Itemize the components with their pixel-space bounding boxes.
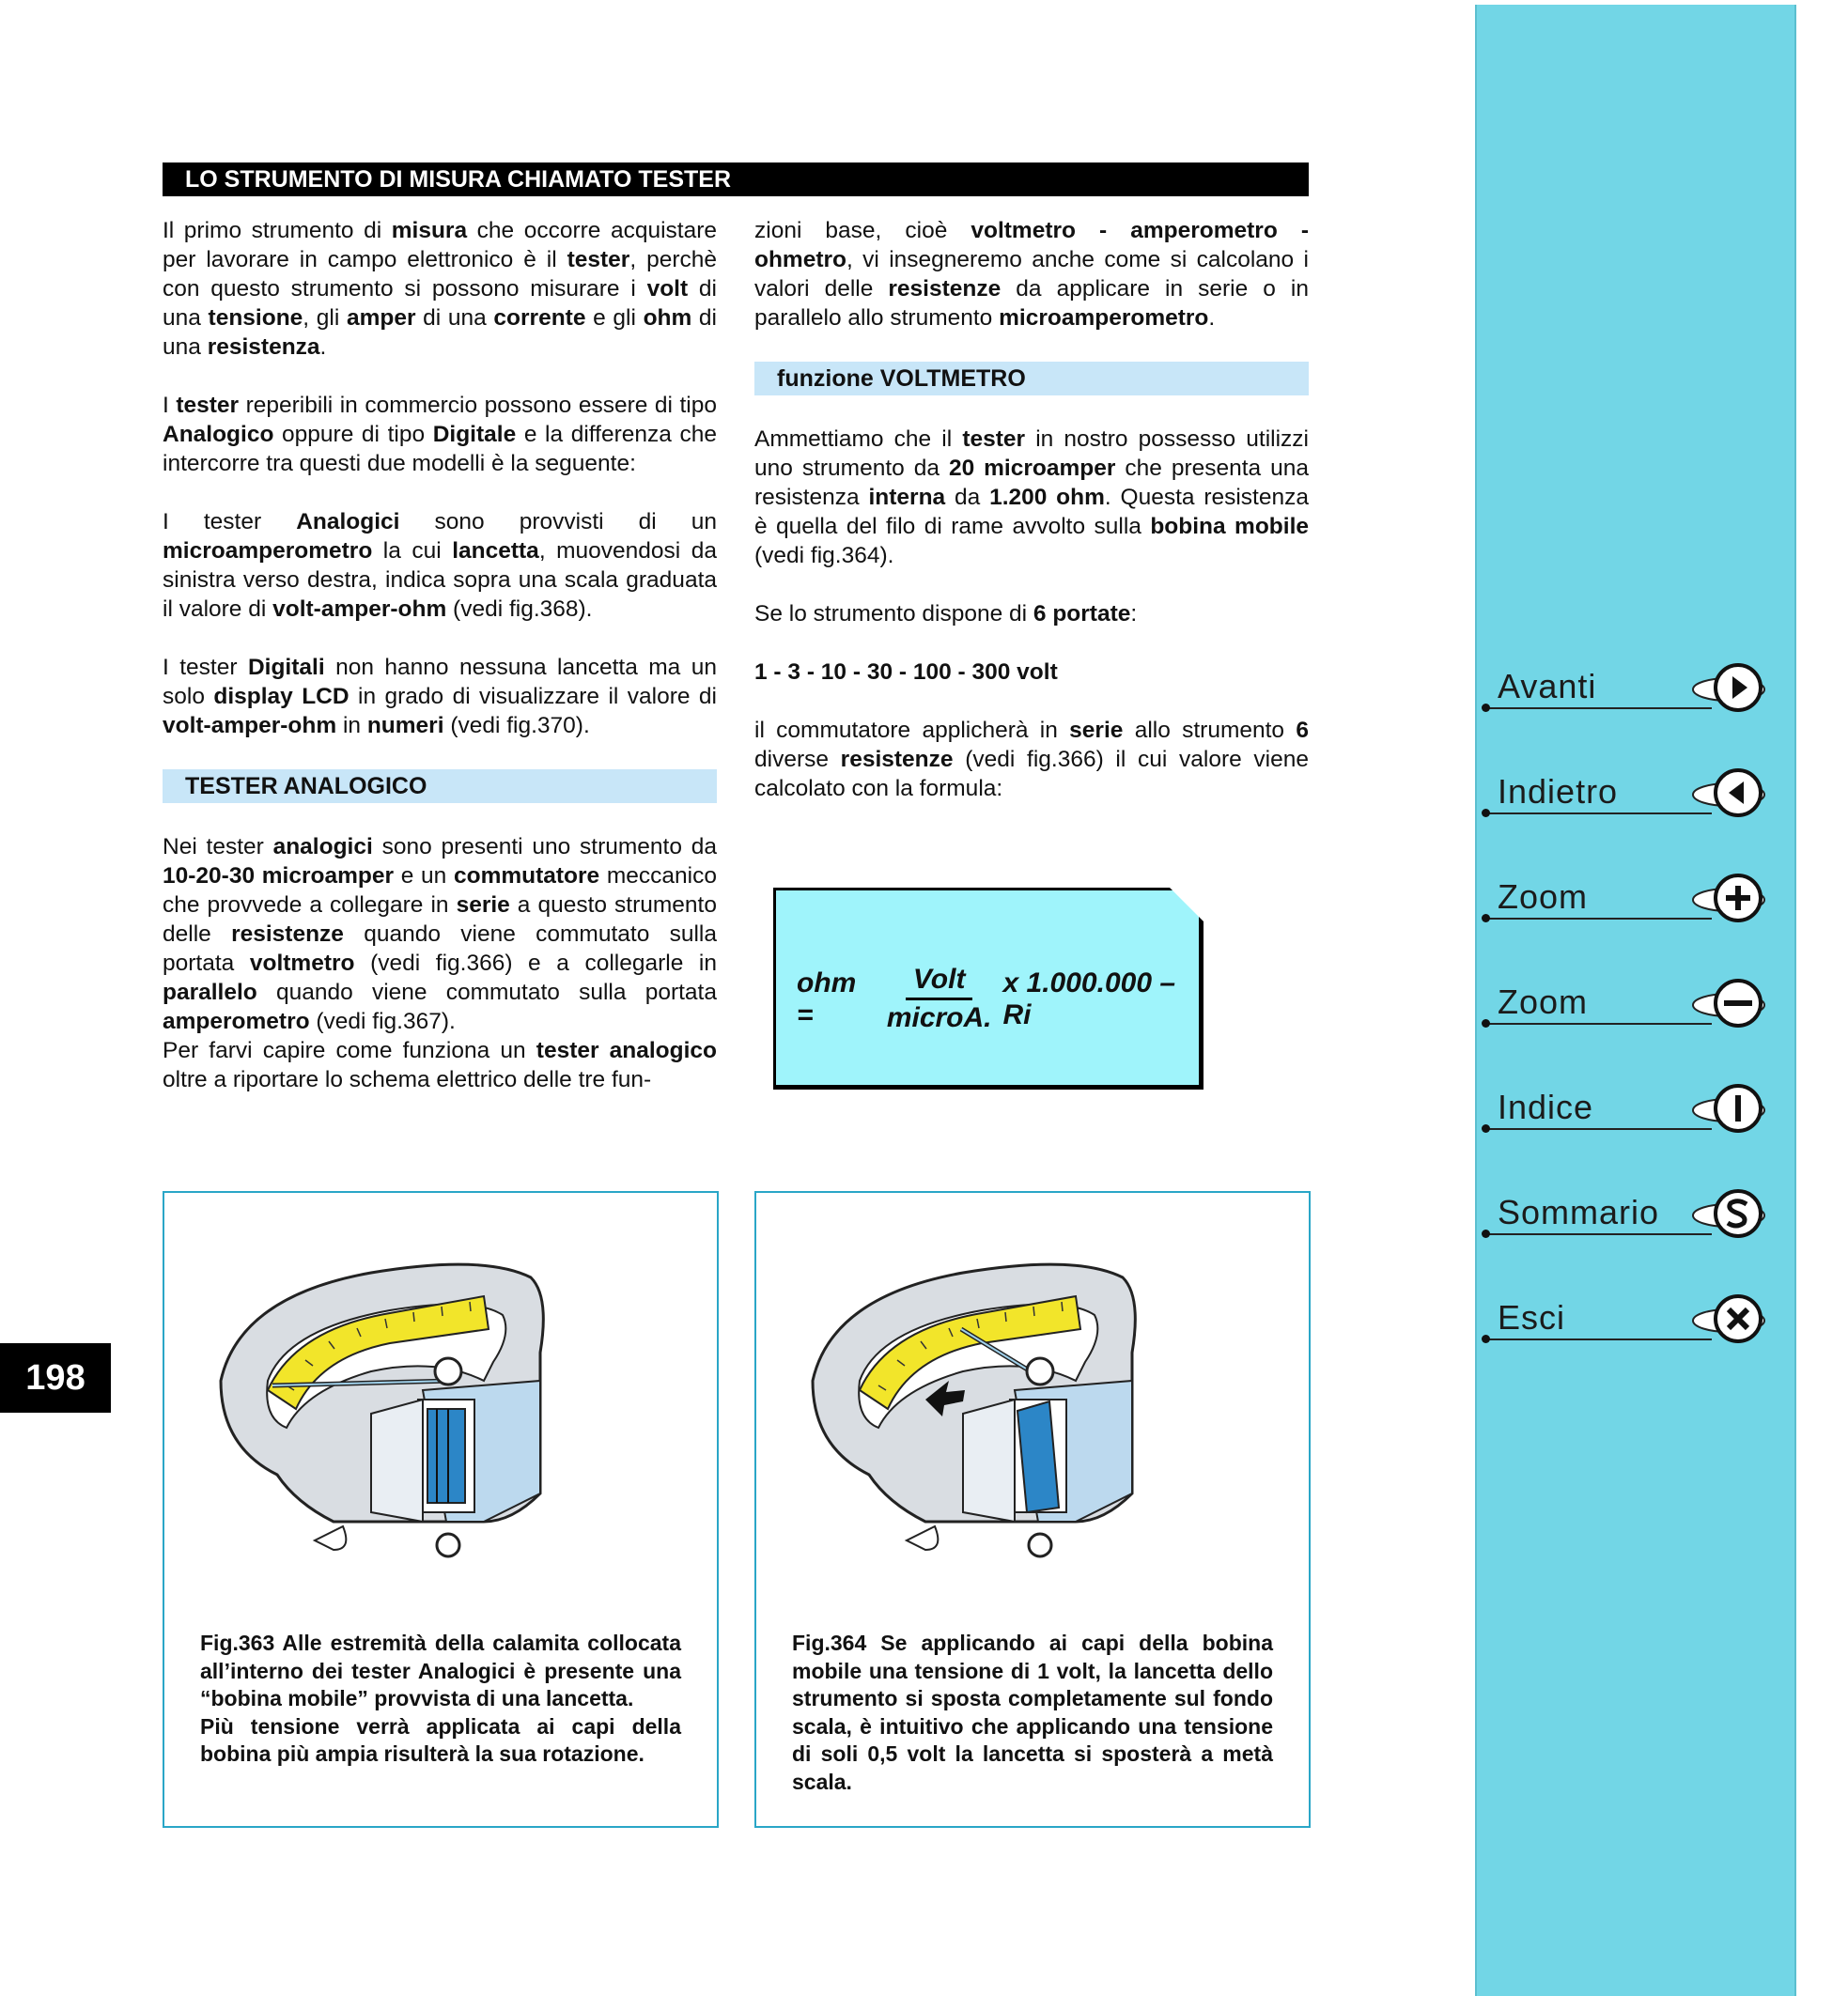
bold-term: tester: [176, 393, 240, 418]
paragraph: Per farvi capire come funziona un tester analogico oltre a riportare lo schema elettrico delle tre fun-: [163, 1038, 718, 1092]
nav-dot: [1482, 1124, 1490, 1133]
figure-363: [163, 1191, 719, 1828]
bold-term: misura: [391, 218, 468, 243]
page-fold-corner: [1170, 888, 1204, 921]
exit-icon: [1691, 1291, 1785, 1347]
bold-term: 1 - 3 - 10 - 30 - 100 - 300 volt: [754, 659, 1058, 685]
nav-zoom-in-button[interactable]: [1486, 866, 1792, 932]
nav-label: Sommario: [1498, 1193, 1660, 1231]
bold-term: 6: [1296, 718, 1309, 743]
bold-term: 10-20-30 microamper: [163, 863, 395, 889]
bold-term: volt-amper-ohm: [163, 713, 337, 738]
bold-term: Digitali: [247, 655, 325, 680]
nav-label: Avanti: [1498, 667, 1597, 705]
bold-term: bobina mobile: [1150, 514, 1310, 539]
paragraph: I tester reperibili in commercio possono essere di tipo Analogico oppure di tipo Digitale e la differenza che intercorre tra questi due modelli è la seguente:: [163, 393, 717, 476]
navigation-panel: [1475, 5, 1796, 1996]
bold-term: volt-amper-ohm: [272, 596, 447, 622]
nav-underline: [1486, 1338, 1712, 1340]
nav-sommario-button[interactable]: [1486, 1182, 1792, 1247]
formula: [797, 964, 1199, 1034]
formula-rhs: x 1.000.000 – Ri: [1002, 967, 1176, 1030]
nav-avanti-button[interactable]: [1486, 656, 1792, 721]
paragraph: Il primo strumento di misura che occorre acquistare per lavorare in campo elettronico è il tester, perchè con questo strumento si possono misurare i volt di una tensione, gli amper di una corrente e gli ohm di una resistenza.: [163, 218, 718, 360]
zoom-in-icon: [1691, 870, 1785, 926]
bold-term: resistenze: [231, 921, 344, 947]
nav-zoom-out-button[interactable]: [1486, 971, 1792, 1037]
bold-term: 20 microamper: [948, 456, 1116, 481]
bold-term: numeri: [366, 713, 444, 738]
nav-label: Indietro: [1498, 772, 1619, 811]
bold-term: 6 portate: [1033, 601, 1131, 627]
paragraph: il commutatore applicherà in serie allo strumento 6 diverse resistenze (vedi fig.366) il cui valore viene calcolato con la formula:: [754, 718, 1309, 801]
index-icon: [1691, 1080, 1785, 1137]
nav-dot: [1482, 914, 1490, 922]
nav-label: Indice: [1498, 1088, 1594, 1126]
formula-fraction: [887, 964, 992, 1034]
nav-label: Zoom: [1498, 983, 1589, 1021]
bold-term: lancetta: [452, 538, 539, 564]
arrow-left-icon: [1691, 765, 1785, 821]
caption-text: Fig.364 Se applicando ai capi della bobina mobile una tensione di 1 volt, la lancetta dello strumento si sposta completamente sul fondo scala, è intuitivo che applicando una tensione di soli 0,5 volt la lancetta si sposterà a metà scala.: [792, 1631, 1273, 1794]
page-number: 198: [0, 1343, 111, 1413]
bold-term: corrente: [493, 305, 586, 331]
bold-term: tester: [567, 247, 630, 272]
bold-term: volt: [646, 276, 689, 302]
nav-underline: [1486, 1128, 1712, 1130]
zoom-out-icon: [1691, 975, 1785, 1031]
figure-364: [754, 1191, 1311, 1828]
nav-underline: [1486, 707, 1712, 709]
nav-underline: [1486, 1233, 1712, 1235]
nav-underline: [1486, 812, 1712, 814]
nav-indietro-button[interactable]: [1486, 761, 1792, 827]
bold-term: amperometro: [163, 1009, 310, 1034]
bold-term: resistenza: [207, 334, 320, 360]
caption-text: Fig.363 Alle estremità della calamita collocata all’interno dei tester Analogici è presente una “bobina mobile” provvista di una lancetta.: [200, 1631, 681, 1710]
bold-term: tester analogico: [536, 1038, 718, 1063]
nav-dot: [1482, 809, 1490, 817]
figure-caption: [200, 1630, 681, 1769]
summary-icon: [1691, 1185, 1785, 1242]
paragraph: Se lo strumento dispone di 6 portate:: [754, 601, 1138, 627]
bold-term: ohm: [643, 305, 692, 331]
bold-term: interna: [868, 485, 946, 510]
bold-term: voltmetro: [249, 951, 355, 976]
bold-term: amper: [346, 305, 416, 331]
nav-dot: [1482, 1019, 1490, 1028]
bold-term: Analogici: [296, 509, 400, 534]
bold-term: Analogico: [163, 422, 274, 447]
bold-term: microamperometro: [999, 305, 1209, 331]
page-title: LO STRUMENTO DI MISURA CHIAMATO TESTER: [163, 162, 1309, 196]
arrow-right-icon: [1691, 659, 1785, 716]
formula-lhs: ohm =: [797, 967, 857, 1030]
paragraph: [754, 658, 1309, 687]
section-heading-voltmetro: funzione VOLTMETRO: [754, 362, 1309, 395]
nav-dot: [1482, 1230, 1490, 1238]
paragraph: Nei tester analogici sono presenti uno strumento da 10-20-30 microamper e un commutatore meccanico che provvede a collegare in serie a questo strumento delle resistenze quando viene commutato sulla portata voltmetro (vedi fig.366) e a collegarle in parallelo quando viene commutato sulla portata amperometro (vedi fig.367).: [163, 834, 718, 1034]
bold-term: display LCD: [213, 684, 349, 709]
paragraph: Ammettiamo che il tester in nostro possesso utilizzi uno strumento da 20 microamper che presenta una resistenza interna da 1.200 ohm. Questa resistenza è quella del filo di rame avvolto sulla bobina mobile (vedi fig.364).: [754, 426, 1310, 568]
formula-box: [773, 888, 1204, 1090]
bold-term: resistenze: [888, 276, 1002, 302]
nav-dot: [1482, 1335, 1490, 1343]
bold-term: serie: [456, 892, 510, 918]
paragraph: I tester Analogici sono provvisti di un microamperometro la cui lancetta, muovendosi da sinistra verso destra, indica sopra una scala graduata il valore di volt-amper-ohm (vedi fig.368).: [163, 509, 717, 622]
figure-caption: [792, 1630, 1273, 1796]
nav-esci-button[interactable]: [1486, 1287, 1792, 1353]
nav-label: Esci: [1498, 1298, 1566, 1337]
bold-term: voltmetro - amperometro - ohmetro: [754, 218, 1309, 272]
bold-term: 1.200 ohm: [989, 485, 1105, 510]
bold-term: parallelo: [163, 980, 257, 1005]
formula-denominator: microA.: [886, 1002, 992, 1033]
bold-term: resistenze: [840, 747, 954, 772]
bold-term: commutatore: [453, 863, 600, 889]
bold-term: tester: [962, 426, 1026, 452]
nav-dot: [1482, 704, 1490, 712]
column-right: [754, 216, 1309, 832]
nav-indice-button[interactable]: [1486, 1076, 1792, 1142]
caption-text: Più tensione verrà applicata ai capi della bobina più ampia risulterà la sua rotazione.: [200, 1713, 681, 1766]
nav-underline: [1486, 1023, 1712, 1025]
column-left: [163, 216, 717, 1094]
formula-numerator: Volt: [906, 964, 973, 1000]
meter-illustration-needle-left: [202, 1240, 681, 1616]
nav-label: Zoom: [1498, 877, 1589, 916]
paragraph: zioni base, cioè voltmetro - amperometro - ohmetro, vi insegneremo anche come si calcolano i valori delle resistenze da applicare in serie o in parallelo allo strumento microamperometro.: [754, 218, 1309, 331]
bold-term: tensione: [208, 305, 303, 331]
meter-illustration-needle-center: [794, 1240, 1273, 1616]
paragraph: I tester Digitali non hanno nessuna lancetta ma un solo display LCD in grado di visualizzare il valore di volt-amper-ohm in numeri (vedi fig.370).: [163, 655, 717, 738]
bold-term: Digitale: [432, 422, 517, 447]
bold-term: analogici: [272, 834, 373, 859]
bold-term: serie: [1069, 718, 1124, 743]
nav-underline: [1486, 918, 1712, 920]
bold-term: microamperometro: [163, 538, 373, 564]
section-heading-tester-analogico: TESTER ANALOGICO: [163, 769, 717, 803]
